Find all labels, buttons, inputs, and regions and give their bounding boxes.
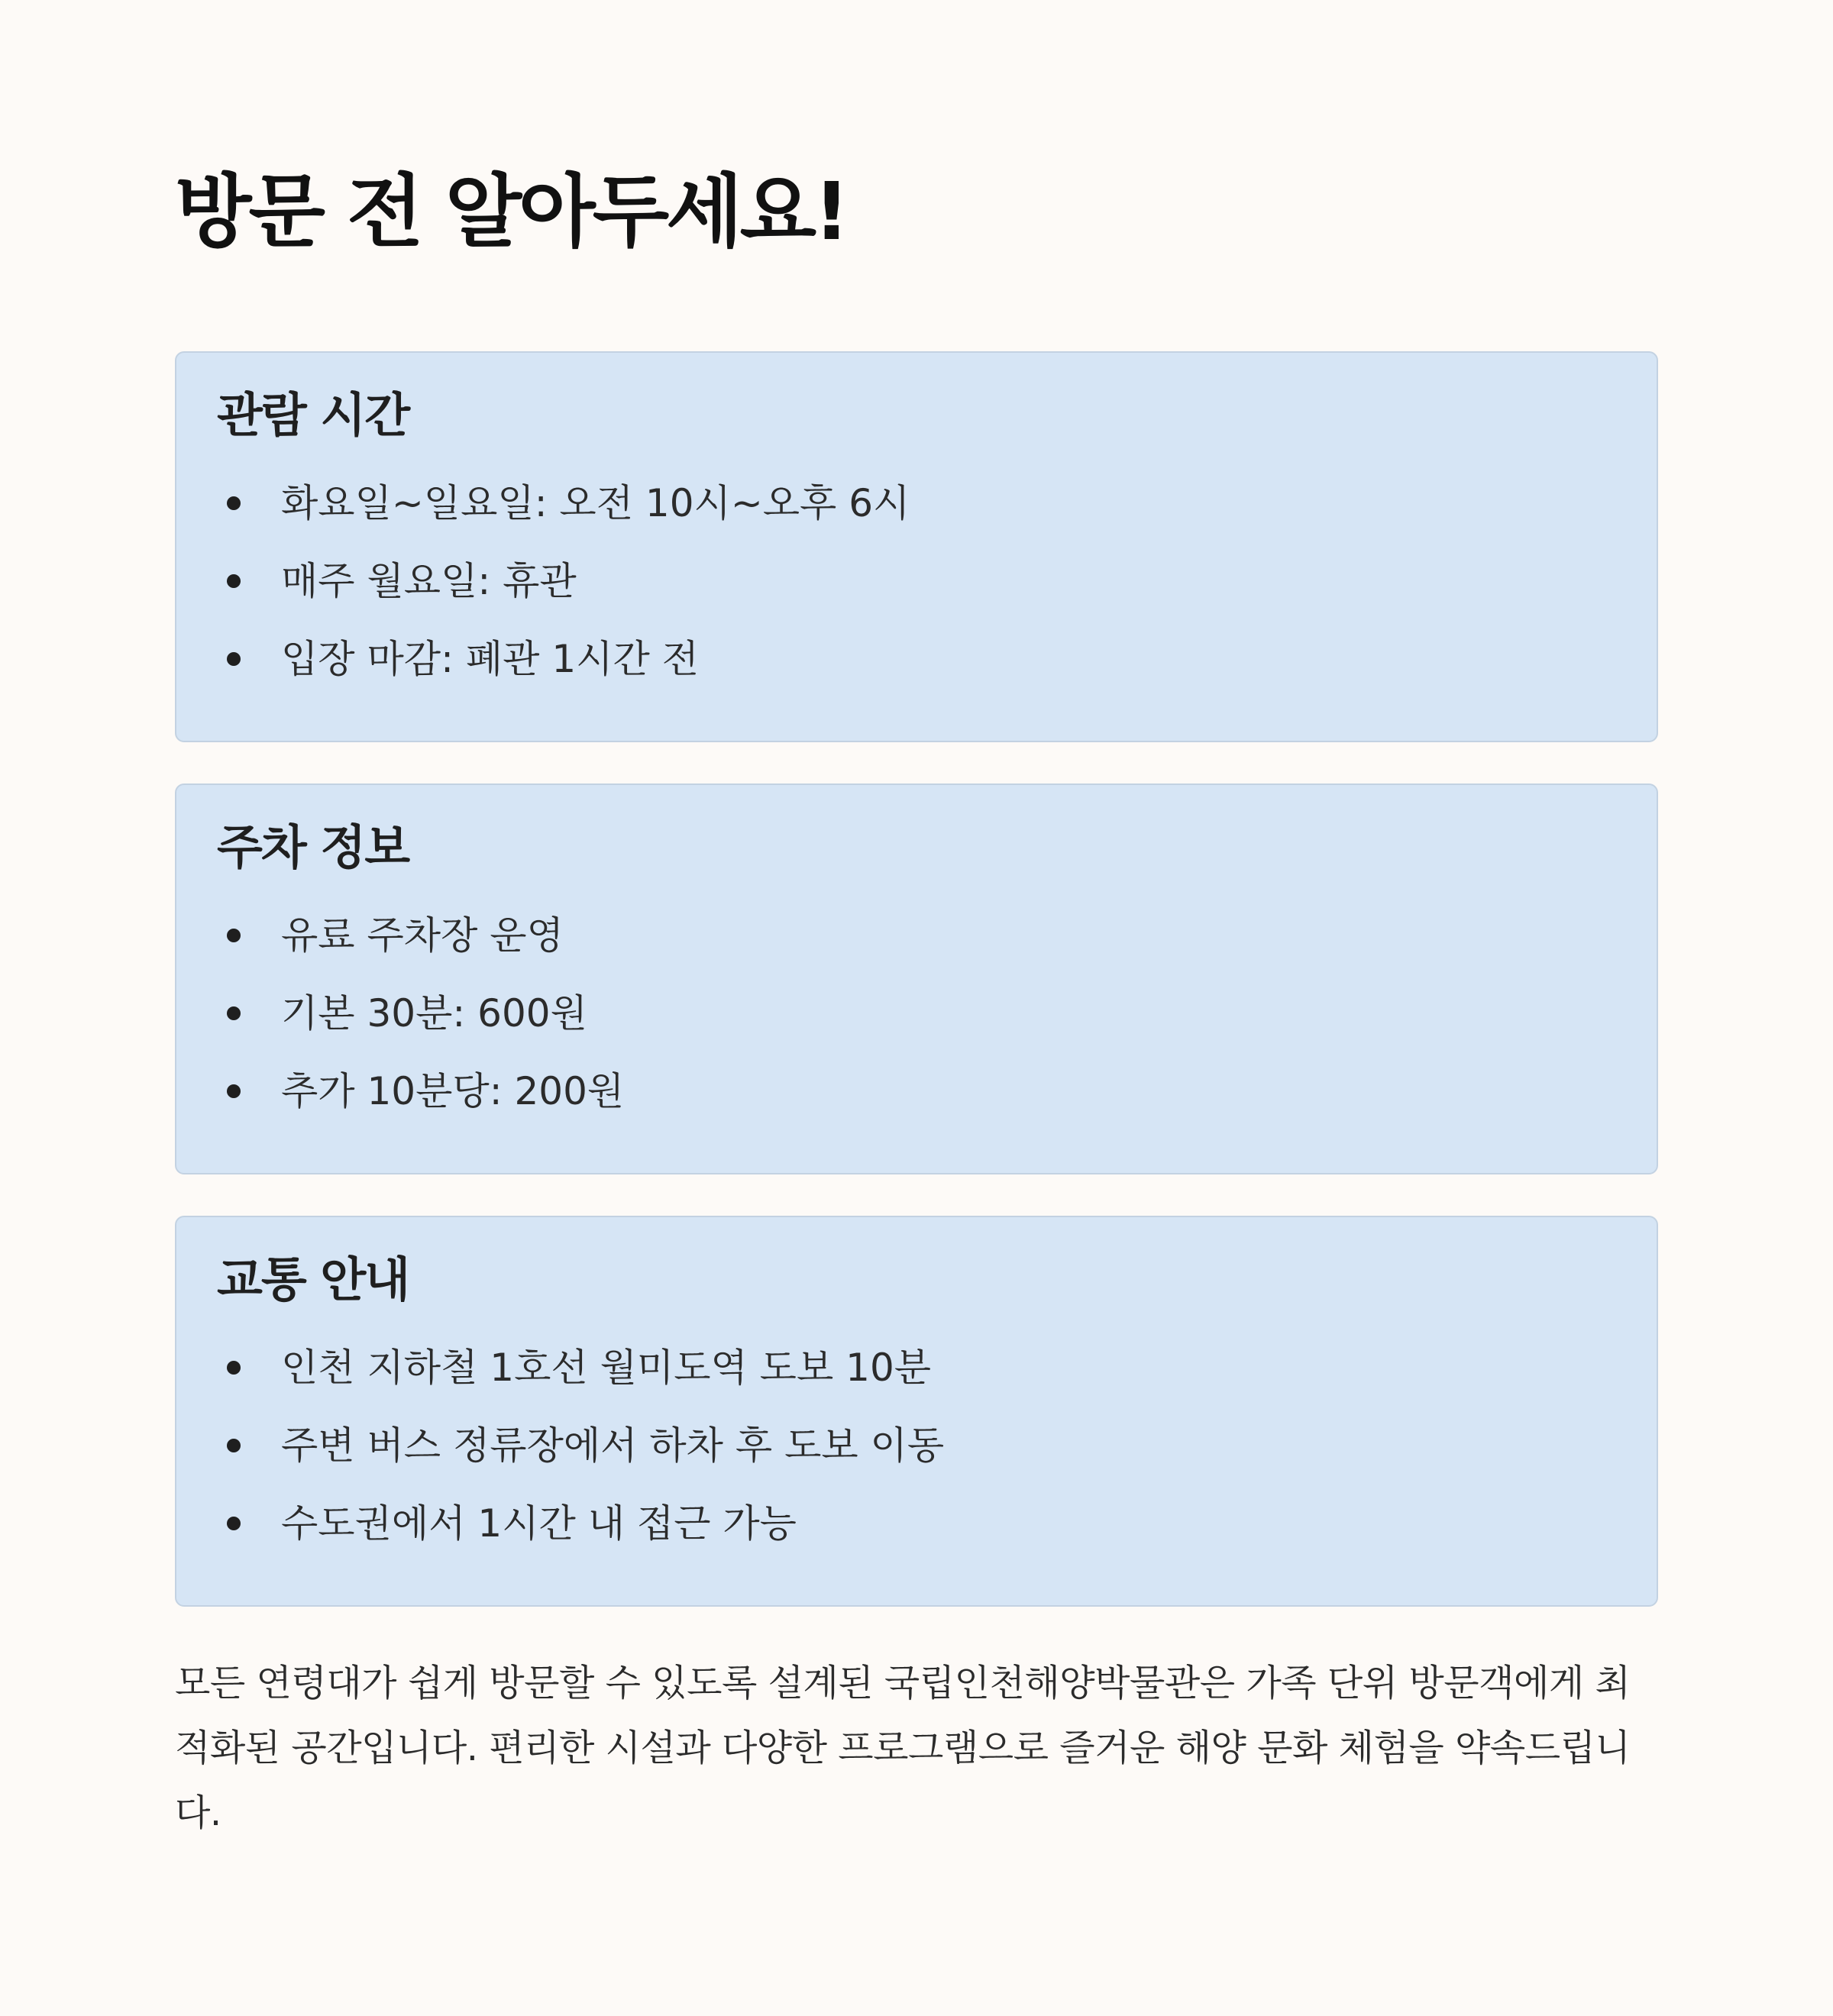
parking-info-card bbox=[175, 783, 1658, 1174]
list-item bbox=[176, 988, 1657, 1066]
list-item-text: 입장 마감: 폐관 1시간 전 bbox=[281, 637, 699, 681]
list-item bbox=[176, 478, 1657, 556]
list-item-text: 주변 버스 정류장에서 하차 후 도보 이동 bbox=[281, 1423, 945, 1468]
list-item bbox=[176, 1342, 1657, 1420]
bullet-icon bbox=[227, 1361, 241, 1375]
list-item bbox=[176, 1498, 1657, 1576]
list-item bbox=[176, 634, 1657, 712]
footer-description: 모든 연령대가 쉽게 방문할 수 있도록 설계된 국립인천해양박물관은 가족 단위 방문객에게 최적화된 공간입니다. 편리한 시설과 다양한 프로그램으로 즐거운 해양 문화 체험을 약속드립니다. bbox=[175, 1662, 1631, 1834]
list-item-text: 화요일~일요일: 오전 10시~오후 6시 bbox=[281, 481, 910, 525]
list-item-text: 인천 지하철 1호선 월미도역 도보 10분 bbox=[281, 1346, 932, 1390]
page-title: 방문 전 알아두세요! bbox=[175, 165, 847, 258]
list-item-text: 매주 월요일: 휴관 bbox=[281, 559, 577, 603]
list-item-text: 수도권에서 1시간 내 접근 가능 bbox=[281, 1501, 797, 1546]
card-title-parking: 주차 정보 bbox=[217, 819, 409, 875]
parking-info-list bbox=[176, 910, 1657, 1144]
opening-hours-card bbox=[175, 351, 1658, 742]
list-item bbox=[176, 910, 1657, 988]
list-item-text: 유료 주차장 운영 bbox=[281, 913, 564, 958]
opening-hours-list bbox=[176, 478, 1657, 712]
bullet-icon bbox=[227, 496, 241, 510]
transit-info-card bbox=[175, 1216, 1658, 1607]
bullet-icon bbox=[227, 574, 241, 588]
bullet-icon bbox=[227, 1084, 241, 1098]
list-item bbox=[176, 1066, 1657, 1144]
list-item-text: 기본 30분: 600원 bbox=[281, 991, 587, 1035]
bullet-icon bbox=[227, 1006, 241, 1020]
card-title-transit: 교통 안내 bbox=[217, 1252, 409, 1307]
list-item bbox=[176, 556, 1657, 634]
card-title-opening-hours: 관람 시간 bbox=[217, 387, 409, 443]
bullet-icon bbox=[227, 929, 241, 942]
list-item bbox=[176, 1420, 1657, 1498]
bullet-icon bbox=[227, 652, 241, 666]
list-item-text: 추가 10분당: 200원 bbox=[281, 1069, 625, 1113]
transit-info-list bbox=[176, 1342, 1657, 1576]
bullet-icon bbox=[227, 1439, 241, 1452]
bullet-icon bbox=[227, 1517, 241, 1530]
